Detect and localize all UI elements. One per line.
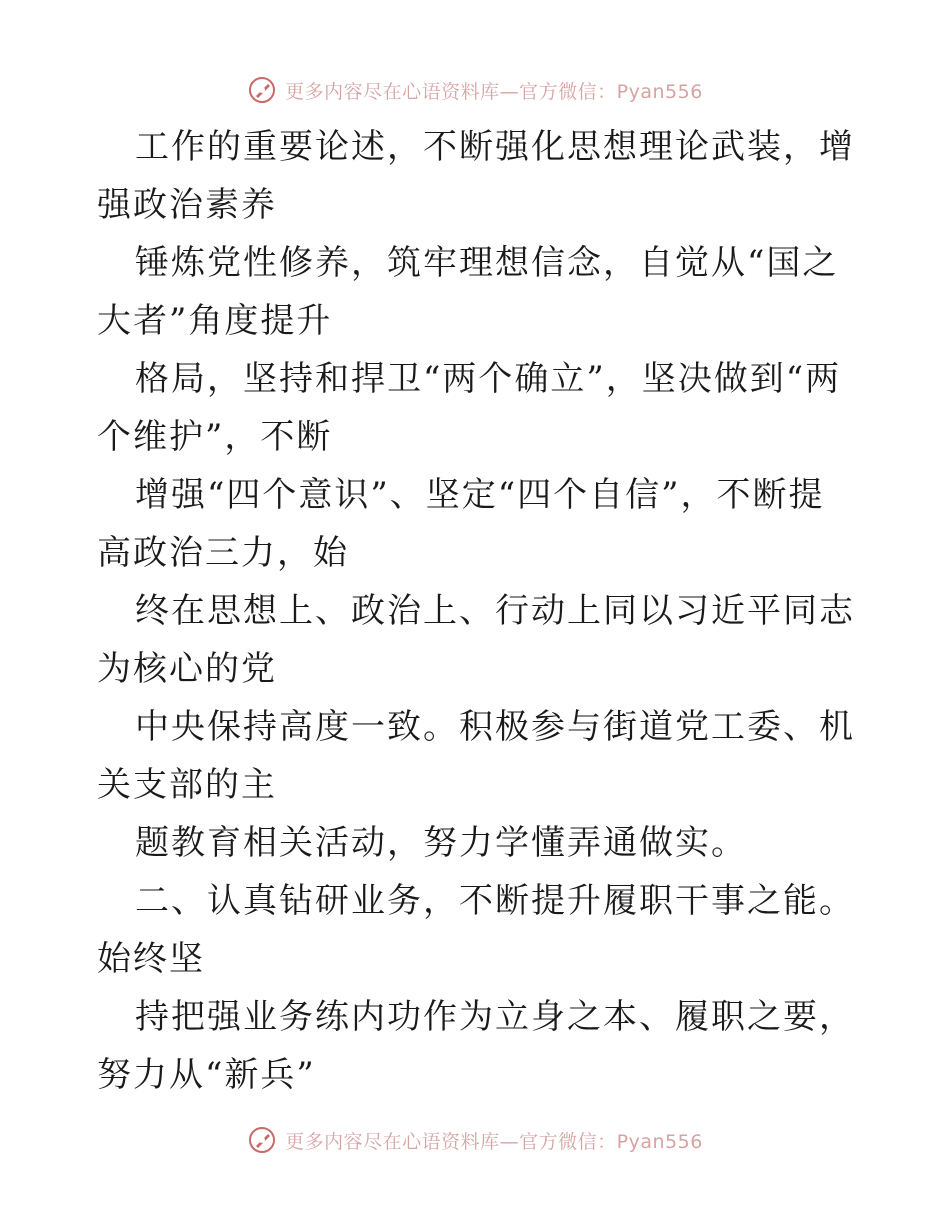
footer-watermark — [0, 1120, 950, 1160]
document-body — [97, 118, 857, 1104]
quill-logo-icon — [247, 1125, 277, 1155]
paragraph: 二、认真钻研业务，不断提升履职干事之能。始终坚 — [97, 881, 855, 979]
watermark-text: 更多内容尽在心语资料库—官方微信：Pyan556 — [285, 1130, 703, 1153]
paragraph: 中央保持高度一致。积极参与街道党工委、机关支部的主 — [97, 707, 855, 805]
paragraph: 题教育相关活动，努力学懂弄通做实。 — [135, 823, 747, 863]
paragraph: 持把强业务练内功作为立身之本、履职之要，努力从“新兵” — [97, 997, 855, 1095]
paragraph: 终在思想上、政治上、行动上同以习近平同志为核心的党 — [97, 591, 855, 689]
quill-logo-icon — [247, 75, 277, 105]
paragraph: 锤炼党性修养，筑牢理想信念，自觉从“国之大者”角度提升 — [97, 243, 839, 341]
paragraph: 增强“四个意识”、坚定“四个自信”，不断提高政治三力，始 — [97, 475, 825, 573]
watermark-text: 更多内容尽在心语资料库—官方微信：Pyan556 — [285, 80, 703, 103]
paragraph: 工作的重要论述，不断强化思想理论武装，增强政治素养 — [97, 127, 855, 225]
paragraph: 格局，坚持和捍卫“两个确立”，坚决做到“两个维护”，不断 — [97, 359, 842, 457]
header-watermark — [0, 70, 950, 110]
